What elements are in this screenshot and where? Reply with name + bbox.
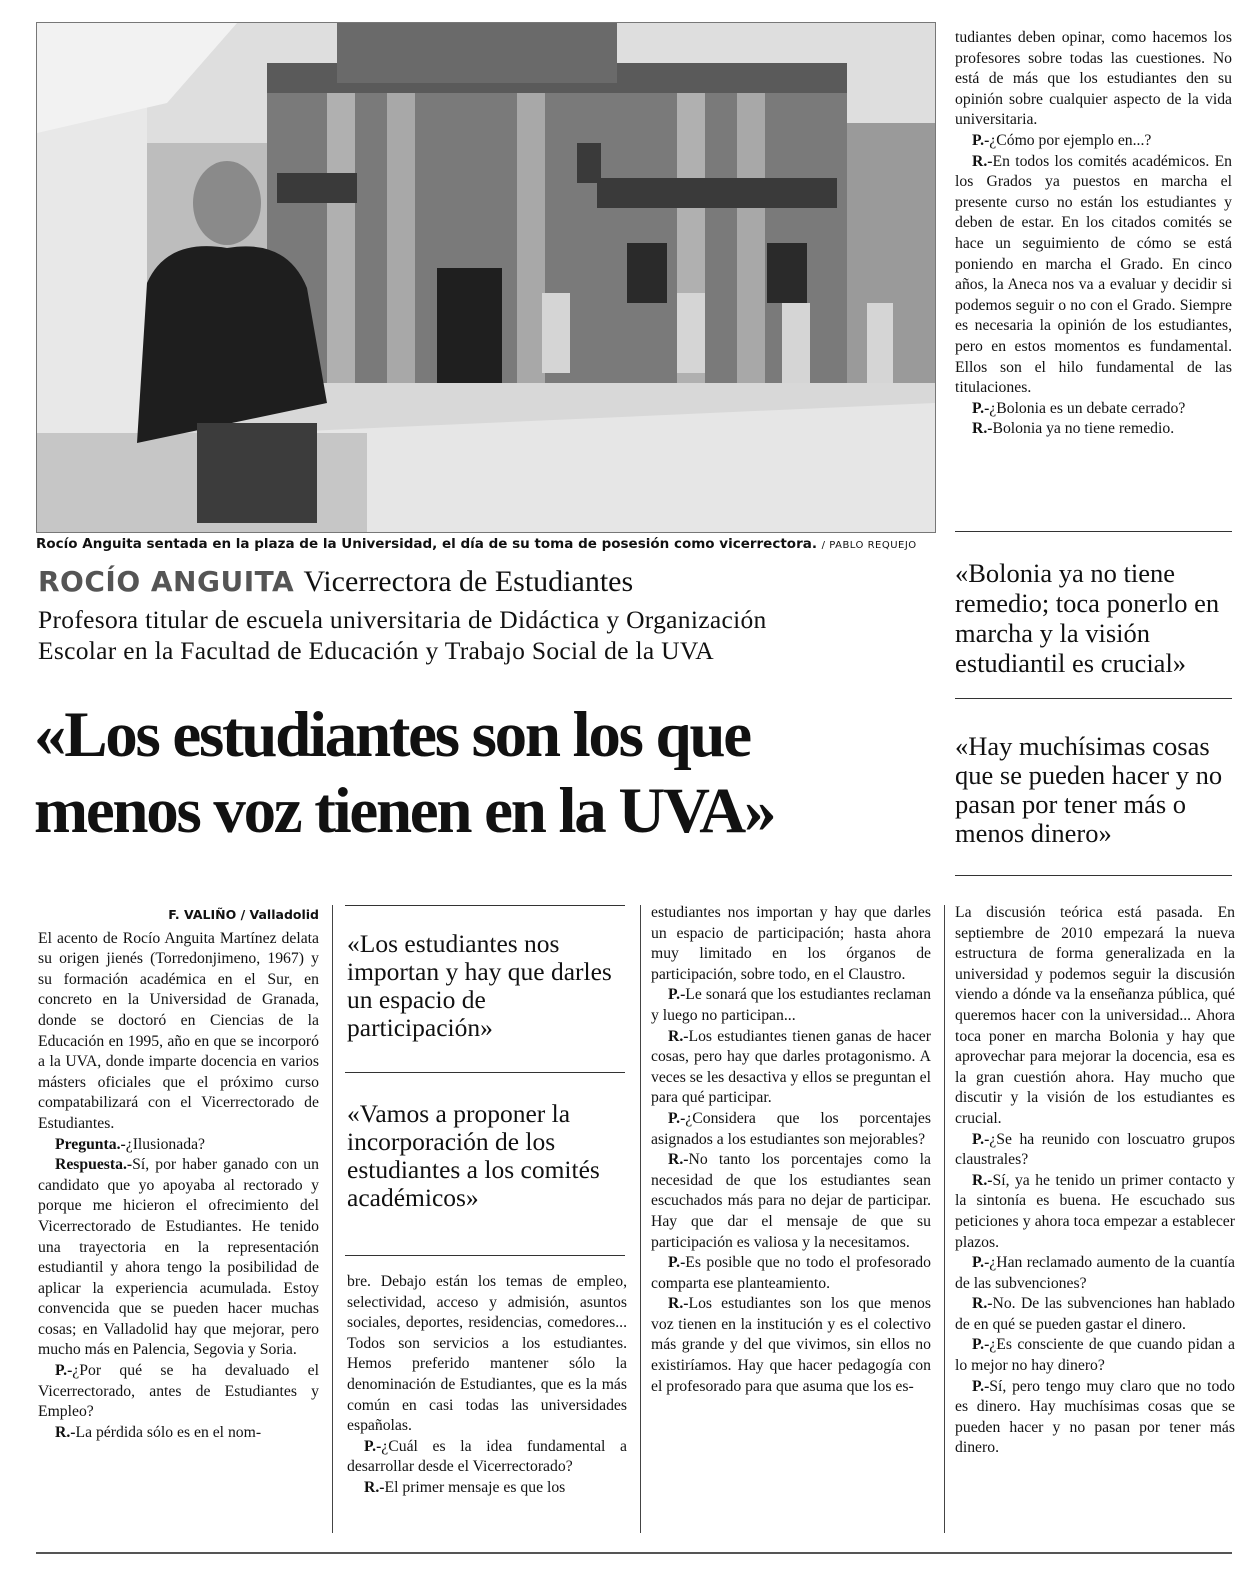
photo-credit: / PABLO REQUEJO (821, 540, 917, 551)
interviewee-name: ROCÍO ANGUITA (38, 565, 295, 598)
intro-paragraph: El acento de Rocío Anguita Martínez delata su origen jienés (Torredonjimeno, 1967) y su formación académica en el Sur, en concreto en la Universidad de Granada, donde se doctoró en Ciencias de la Educación en 1995, año en que se incorporó a la UVA, donde imparte docencia en varios másters oficiales que el próximo curso compatabilizará con el Vicerrectorado de Estudiantes. (38, 929, 319, 1132)
column-separator (944, 905, 945, 1533)
answer-continued: bre. Debajo están los temas de empleo, selectividad, acceso y admisión, asuntos sociales, deportes, residencias, comedores... Todos son servicios a los estudiantes. Hemos preferido mantener sólo la denominación de Estudiantes, que es la más común en casi todas las universidades españolas. (347, 1273, 627, 1435)
divider (955, 875, 1232, 876)
question: P.-Le sonará que los estudiantes reclaman y luego no participan... (651, 986, 931, 1024)
question: Pregunta.-¿Ilusionada? (55, 1135, 206, 1153)
answer-continued: La discusión teórica está pasada. En septiembre de 2010 empezará la nueva estructura de forma generalizada en la universidad y podemos seguir la discusión viendo a dónde va la enseñanza pública, qué queremos hacer con la universidad... Ahora toca poner en marcha Bolonia y hay que aprovechar para mejorar la docencia, esa es la gran cuestión ahora. Hay mucho que discutir y la visión de los estudiantes es crucial. (955, 904, 1235, 1127)
article-headline (34, 697, 944, 849)
question: P.-¿Bolonia es un debate cerrado? (972, 399, 1186, 417)
answer: R.-La pérdida sólo es en el nom- (55, 1423, 262, 1441)
answer: R.-No. De las subvenciones han hablado de en qué se pueden gastar el dinero. (955, 1295, 1235, 1333)
headline-line-1: «Los estudiantes son los que (34, 699, 750, 771)
university-plaza-illustration (37, 23, 935, 532)
question: P.-¿Cómo por ejemplo en...? (972, 131, 1152, 149)
question: P.-¿Por qué se ha devaluado el Vicerrectorado, antes de Estudiantes y Empleo? (38, 1362, 319, 1421)
answer: R.-Los estudiantes son los que menos voz tienen en la institución y es el colectivo más grande y del que vivimos, sin ellos no existiríamos. Hay que hacer pedagogía con el profesorado para que asuma que los es- (651, 1295, 931, 1395)
byline: F. VALIÑO / Valladolid (168, 907, 319, 922)
page-bottom-rule (36, 1552, 1232, 1554)
question: P.-¿Cuál es la idea fundamental a desarrollar desde el Vicerrectorado? (347, 1437, 627, 1476)
article-column-1 (38, 905, 319, 1443)
divider (345, 905, 625, 906)
answer: R.-Bolonia ya no tiene remedio. (972, 420, 1175, 438)
divider (345, 1072, 625, 1073)
answer-continued: estudiantes nos importan y hay que darles un espacio de participación; hasta ahora muy limitado en los órganos de participación, sobre todo, en el Claustro. (651, 904, 931, 983)
subtitle-line-1: Profesora titular de escuela universitaria de Didáctica y Organización (38, 605, 767, 634)
question: P.-¿Han reclamado aumento de la cuantía de las subvenciones? (955, 1254, 1235, 1292)
headline-line-2: menos voz tienen en la UVA» (34, 775, 775, 847)
interviewee-position: Vicerrectora de Estudiantes (303, 565, 634, 598)
article-column-3 (651, 903, 931, 1397)
column-separator (640, 905, 641, 1533)
paragraph: tudiantes deben opinar, como hacemos los profesores sobre todas las cuestiones. No está de más que los estudiantes den su opinión sobre cualquier aspecto de la vida universitaria. (955, 29, 1232, 129)
pull-quote-comites: «Vamos a proponer la incorporación de los estudiantes a los comités académicos» (347, 1099, 600, 1212)
divider (955, 531, 1232, 532)
answer: P.-Sí, pero tengo muy claro que no todo es dinero. Hay muchísimas cosas que se pueden hacer y no pasan por tener más dinero. (955, 1377, 1235, 1457)
divider (955, 698, 1232, 699)
pull-quote-dinero: «Hay muchísimas cosas que se pueden hacer y no pasan por tener más o menos dinero» (955, 731, 1223, 848)
answer: R.-No tanto los porcentajes como la necesidad de que los estudiantes sean escuchados más para no dejar de participar. Hay que dar el mensaje de que su participación es valiosa y la necesitamos. (651, 1151, 931, 1251)
caption-text: Rocío Anguita sentada en la plaza de la Universidad, el día de su toma de posesión como vicerrectora. (36, 536, 817, 552)
answer: Respuesta.-Sí, por haber ganado con un candidato que yo apoyaba al rectorado y porque me hicieron el ofrecimiento del Vicerrectorado de Estudiantes. He tenido una trayectoria en la representación estudiantil y ahora tengo la posibilidad de aplicar la experiencia acumulada. Estoy convencida que se pueden hacer muchas cosas; en Valladolid hay que mejorar, pero mucho más en Palencia, Segovia y Soria. (38, 1156, 319, 1359)
article-photo (36, 22, 936, 533)
question: P.-¿Se ha reunido con loscuatro grupos claustrales? (955, 1130, 1235, 1169)
right-column-top (955, 28, 1232, 440)
photo-caption (36, 536, 936, 552)
answer: R.-Sí, ya he tenido un primer contacto y la sintonía es buena. He escuchado sus peticiones y ahora toca empezar a establecer plazos. (955, 1171, 1235, 1251)
interviewee-subtitle (38, 604, 938, 666)
article-column-2 (347, 1272, 627, 1499)
pull-quote-bolonia: «Bolonia ya no tiene remedio; toca ponerlo en marcha y la visión estudiantil es crucial» (955, 558, 1220, 678)
article-column-4 (955, 903, 1235, 1459)
pull-quote-participacion: «Los estudiantes nos importan y hay que darles un espacio de participación» (347, 929, 612, 1042)
question: P.-Es posible que no todo el profesorado comparta ese planteamiento. (651, 1254, 931, 1292)
answer: R.-Los estudiantes tienen ganas de hacer cosas, pero hay que darles protagonismo. A veces se les desactiva y ellos se preguntan el para qué participar. (651, 1027, 931, 1107)
question: P.-¿Considera que los porcentajes asignados a los estudiantes son mejorables? (651, 1109, 931, 1148)
column-separator (332, 905, 333, 1533)
interviewee-line (38, 564, 633, 599)
answer: R.-En todos los comités académicos. En los Grados ya puestos en marcha el presente curso no están los estudiantes y deben de estar. En los citados comités se hace un seguimiento de cómo se está poniendo en marcha el Grado. En cinco años, la Aneca nos va a evaluar y decidir si podemos seguir o no con el Grado. Siempre es necesaria la opinión de los estudiantes, pero en estos momentos es fundamental. Ellos son el hilo fundamental de las titulaciones. (955, 152, 1232, 397)
subtitle-line-2: Escolar en la Facultad de Educación y Trabajo Social de la UVA (38, 636, 714, 665)
divider (345, 1255, 625, 1256)
answer: R.-El primer mensaje es que los (364, 1478, 566, 1496)
question: P.-¿Es consciente de que cuando pidan a lo mejor no hay dinero? (955, 1336, 1235, 1375)
